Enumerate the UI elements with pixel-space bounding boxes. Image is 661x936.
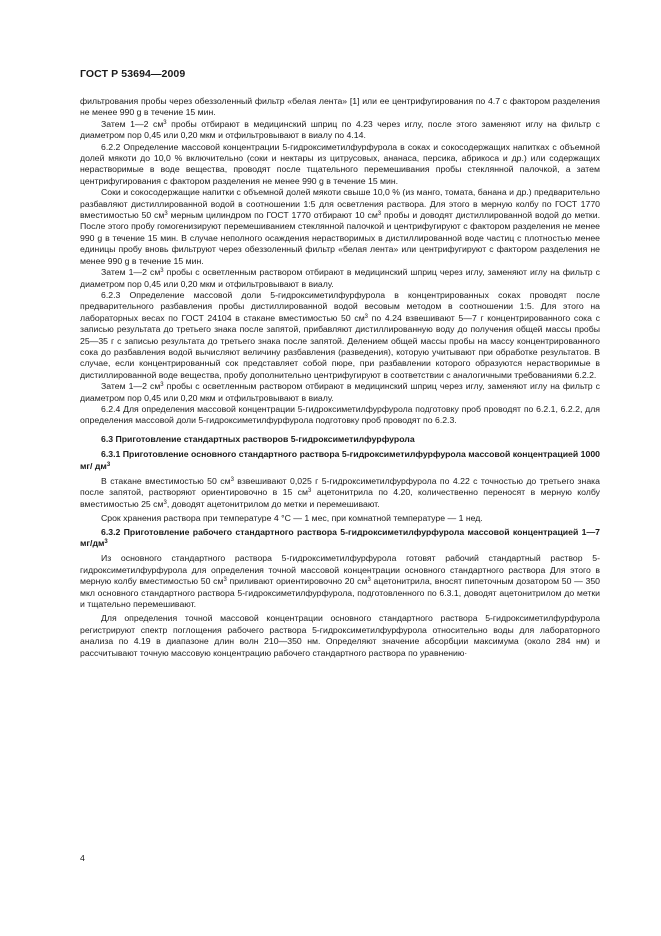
paragraph: Затем 1—2 $см^3$ пробы с осветленным раствором отбирают в медицинский шприц через иглу, заменяют иглу на фильтр с диаметром пор 0,45 или 0,20 мкм и отфильтровывают в виалу. — [80, 381, 600, 403]
paragraph: В стакане вместимостью 50 $см^3$ взвешивают 0,025 г 5-гидроксиметилфурфурола по 4.22 с точностью до третьего знака после запятой, растворяют ориентировочно в 15 $см^3$ ацетонитрила по 4.20, количественно переносят в мерную колбу вместимостью 25 $см^3$, доводят ацетонитрилом до метки и перемешивают. — [80, 476, 601, 509]
section-heading: 6.3 Приготовление стандартных растворов 5-гидроксиметилфурфурола — [101, 433, 415, 444]
paragraph: фильтрования пробы через обеззоленный фильтр «белая лента» [1] или ее центрифугирования по 4.7 с фактором разделения не менее 990 g в течение 15 мин. — [80, 96, 600, 118]
page-number: 4 — [80, 853, 85, 863]
paragraph: 6.2.3 Определение массовой доли 5-гидроксиметилфурфурола в концентрированных соках проводят после предварительного разбавления пробы дистиллированной водой весовым методом в соотношении 1:5. Для этого на лабораторных весах по ГОСТ 24104 в стакане вместимостью 50 $см^3$ по 4.24 взвешивают 5—7 г концентрированного сока с записью результата до третьего знака после запятой, прибавляют дистиллированную воду до получения общей массы пробы 25—35 г с записью результата до третьего знака после запятой. Делением общей массы пробы на массу концентрированного сока до разбавления водой вычисляют величину разбавления (разведения), которую учитывают при обработке результатов. В случае, если концентрированный сок представляет собой пюре, при разбавлении которого образуются нерастворимые в дистиллированной воде вещества, пробу дополнительно центрифугируют в соответствии с аналогичными требованиями 6.2.2. — [80, 289, 600, 380]
paragraph: 6.2.4 Для определения массовой концентрации 5-гидроксиметилфурфурола подготовку проб проводят по 6.2.1, 6.2.2, для определения массовой доли 5-гидроксиметилфурфурола подготовку проб проводят по 6.2.3. — [80, 403, 600, 426]
document-header: ГОСТ Р 53694—2009 — [80, 68, 186, 80]
paragraph: Затем 1—2 $см^3$ пробы с осветленным раствором отбирают в медицинский шприц через иглу, заменяют иглу на фильтр с диаметром пор 0,45 или 0,20 мкм и отфильтровывают в виалу. — [80, 267, 600, 289]
paragraph: 6.2.2 Определение массовой концентрации 5-гидроксиметилфурфурола в соках и сокосодержащих напитках с объемной долей мякоти до 10,0 % включительно (соки и нектары из цитрусовых, ананаса, персика, абрикоса и др.) или содержащих нерастворимые в воде вещества, проводят после тщательного перемешивания пробы стеклянной палочкой, а затем центрифугирования с фактором разделения не менее 990 g в течение 15 мин. — [80, 141, 600, 186]
section-heading: 6.3.1 Приготовление основного стандартного раствора 5-гидроксиметилфурфурола массовой концентрацией 1000 мг/ $дм^3$ — [80, 449, 600, 471]
paragraph: Затем 1—2 $см^3$ пробы отбирают в медицинский шприц по 4.23 через иглу, после этого заменяют иглу на фильтр с диаметром пор 0,45 или 0,20 мкм и отфильтровывают в виалу по 4.14. — [80, 118, 600, 141]
paragraph: Срок хранения раствора при температуре 4 °С — 1 мес, при комнатной температуре — 1 нед. — [101, 513, 483, 524]
document-body — [80, 96, 600, 659]
paragraph: Из основного стандартного раствора 5-гидроксиметилфурфурола готовят рабочий стандартный раствор 5-гидроксиметилфурфурола для определения точной массовой концентрации основного стандартного раствора Для этого в мерную колбу вместимостью 50 $см^3$ приливают ориентировочно 20 $см^3$ ацетонитрила, вносят пипеточным дозатором 50 — 350 мкл основного стандартного раствора 5-гидроксиметилфурфурола, подготовленного по 6.3.1, доводят ацетонитрилом до метки и тщательно перемешивают. — [80, 553, 600, 610]
paragraph: Соки и сокосодержащие напитки с объемной долей мякоти свыше 10,0 % (из манго, томата, банана и др.) предварительно разбавляют дистиллированной водой в соотношении 1:5 для осветления раствора. Для этого в мерную колбу по ГОСТ 1770 вместимостью 50 $см^3$ мерным цилиндром по ГОСТ 1770 отбирают 10 $см^3$ пробы и доводят дистиллированной водой до метки. После этого пробу гомогенизируют перемешиванием стеклянной палочкой и центрифугируют с фактором разделения не менее 990 g в течение 15 мин. В случае неполного осаждения нерастворимых в дистиллированной воде частиц с плотностью менее единицы пробу вновь фильтруют через обеззоленный фильтр «белая лента» или центрифугируют с фактором разделения не менее 990 g в течение 15 мин. — [80, 187, 601, 266]
paragraph: Для определения точной массовой концентрации основного стандартного раствора 5-гидроксиметилфурфурола регистрируют спектр поглощения рабочего раствора 5-гидроксиметилфурфурола относительно воды для лабораторного анализа по 4.19 в диапазоне длин волн 210—350 нм. Определяют значение абсорбции максимума (около 284 нм) и рассчитывают точную массовую концентрацию рабочего стандартного раствора по уравнению· — [80, 613, 600, 658]
section-heading: 6.3.2 Приготовление рабочего стандартного раствора 5-гидроксиметилфурфурола массовой концентрацией 1—7 $мг/дм^3$ — [80, 526, 600, 549]
